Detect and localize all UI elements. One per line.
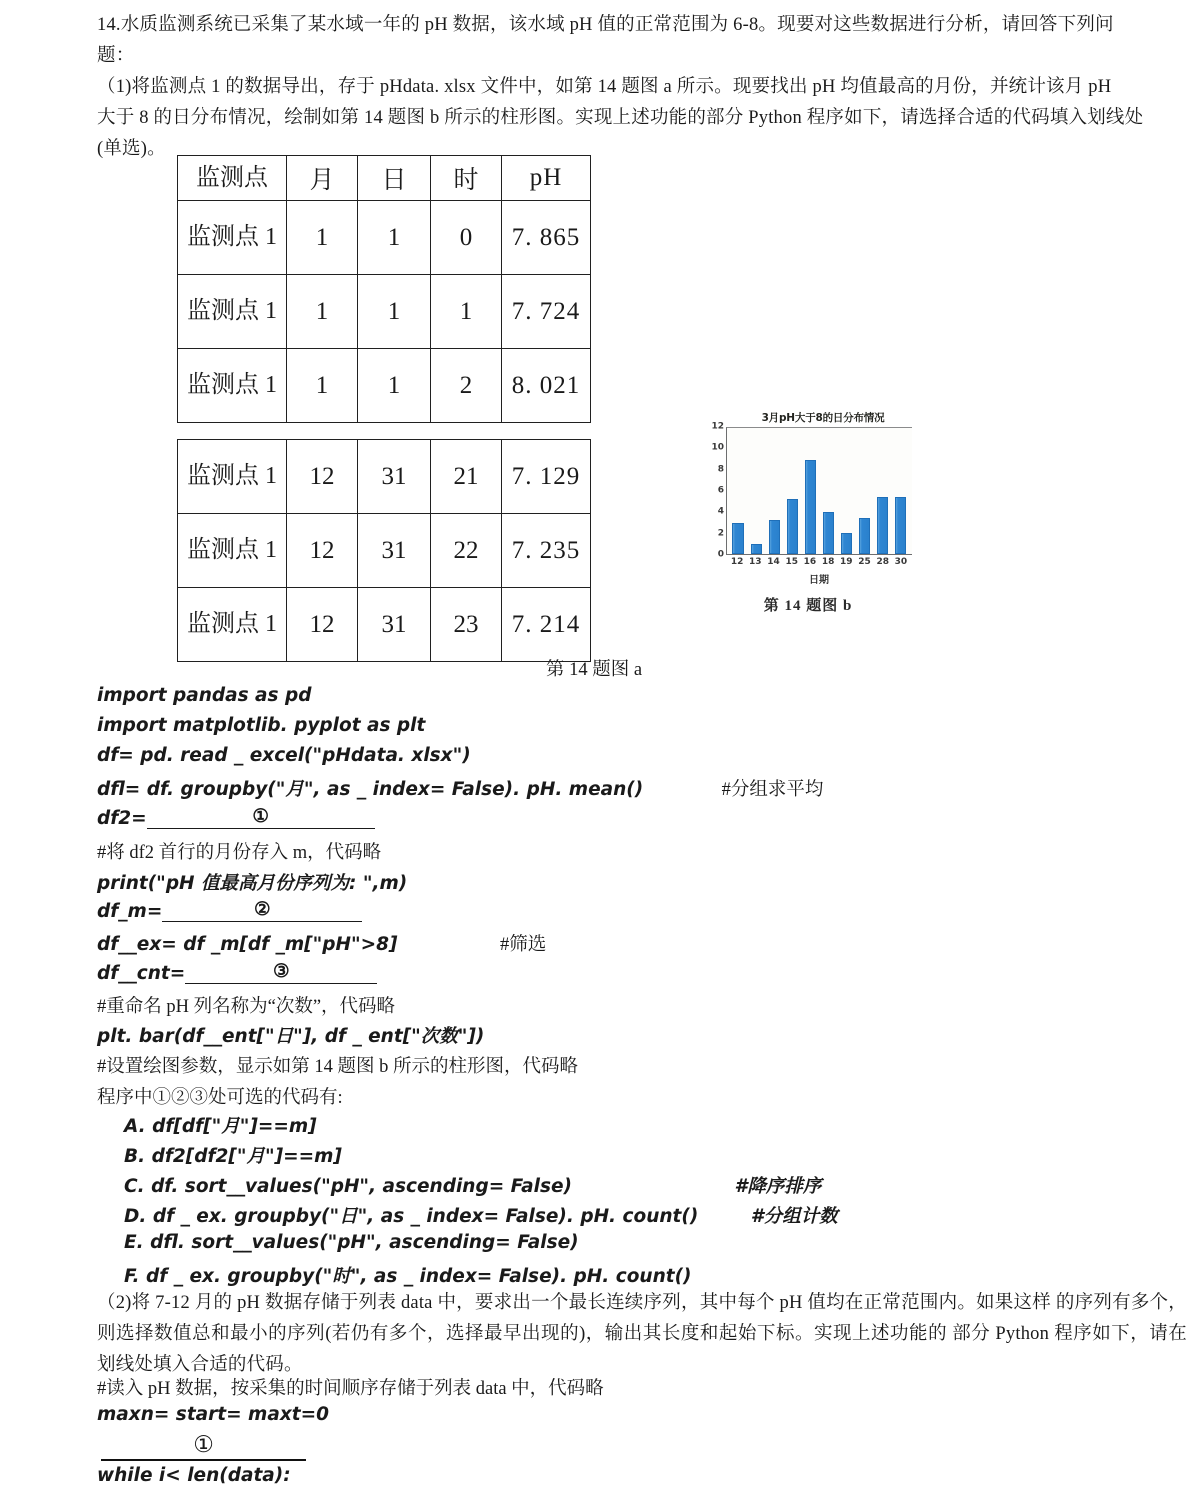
chart-bar bbox=[732, 523, 743, 555]
option-a-label: A. bbox=[124, 1116, 146, 1137]
code-line-dfcnt-blank bbox=[97, 961, 377, 984]
chart-x-tick: 18 bbox=[821, 557, 835, 567]
option-e[interactable] bbox=[124, 1232, 579, 1253]
chart-bar bbox=[769, 520, 780, 554]
code-line-dfm-blank bbox=[97, 899, 362, 922]
cell-day: 1 bbox=[358, 201, 431, 275]
chart-bar bbox=[877, 497, 888, 554]
table-row bbox=[178, 514, 591, 588]
chart-bar bbox=[859, 518, 870, 554]
cell-ph: 8. 021 bbox=[502, 349, 591, 423]
option-c-label: C. bbox=[124, 1176, 145, 1197]
option-a-text: df[df["月"]==m] bbox=[152, 1116, 317, 1137]
chart-title: 3月pH大于8的日分布情况 bbox=[761, 412, 885, 424]
option-c-comment: #降序排序 bbox=[734, 1176, 822, 1197]
sub1-line-2: 大于 8 的日分布情况，绘制如第 14 题图 b 所示的柱形图。实现上述功能的部分 Python 程序如下，请选择合适的代码填入划线处 bbox=[97, 108, 1144, 128]
code-text: df_m= bbox=[97, 901, 163, 922]
cell-hour: 21 bbox=[431, 440, 502, 514]
figure-a-table-wrapper bbox=[177, 155, 591, 662]
cell-month: 12 bbox=[287, 440, 358, 514]
y-tick-12: 12 bbox=[711, 421, 724, 432]
cell-month: 1 bbox=[287, 275, 358, 349]
code-line-import-pandas: import pandas as pd bbox=[97, 685, 312, 706]
table-header-row bbox=[178, 156, 591, 201]
chart-bar bbox=[823, 512, 834, 554]
option-a[interactable] bbox=[124, 1112, 317, 1138]
th-station: 监测点 bbox=[178, 156, 287, 201]
option-d-label: D. bbox=[124, 1206, 147, 1227]
chart-bars bbox=[727, 428, 912, 554]
chart-bar-slot bbox=[747, 428, 765, 554]
cell-hour: 1 bbox=[431, 275, 502, 349]
chart-x-axis-label: 日期 bbox=[809, 575, 829, 586]
chart-x-tick: 25 bbox=[858, 557, 871, 567]
figure-b-bar-chart bbox=[694, 408, 922, 623]
code-line-plt-bar: plt. bar(df__ent["日"], df _ ent["次数"]) bbox=[97, 1026, 485, 1047]
option-d-comment: #分组计数 bbox=[750, 1206, 838, 1227]
cell-hour: 2 bbox=[431, 349, 502, 423]
chart-bar-slot bbox=[874, 428, 892, 554]
option-b-text: df2[df2["月"]==m] bbox=[151, 1146, 342, 1167]
blank-2[interactable]: ② bbox=[162, 899, 362, 922]
table-row bbox=[178, 275, 591, 349]
chart-x-tick: 30 bbox=[894, 557, 908, 567]
chart-bar-slot bbox=[838, 428, 856, 554]
ph-data-table-top bbox=[177, 155, 591, 423]
cell-day: 1 bbox=[358, 275, 431, 349]
th-hour: 时 bbox=[431, 156, 502, 201]
y-tick-0: 0 bbox=[717, 549, 724, 560]
sub2-comment-read-data: #读入 pH 数据，按采集的时间顺序存储于列表 data 中，代码略 bbox=[97, 1379, 604, 1399]
sub2-code-init: maxn= start= maxt=0 bbox=[97, 1404, 329, 1425]
code-comment: #分组求平均 bbox=[721, 780, 824, 800]
cell-ph: 7. 865 bbox=[502, 201, 591, 275]
option-d[interactable] bbox=[124, 1202, 838, 1228]
option-c-text: df. sort__values("pH", ascending= False) bbox=[151, 1176, 573, 1197]
sub2-code-while: while i< len(data): bbox=[97, 1465, 291, 1486]
sub2-line-2: 的序列有多个，则选择数值总和最小的序列(若仍有多个，选择最早出现的)，输出其长度和起始下标。实现上述功能的 bbox=[97, 1293, 1187, 1344]
code-text: df__cnt= bbox=[97, 963, 186, 984]
cell-month: 1 bbox=[287, 201, 358, 275]
cell-month: 12 bbox=[287, 514, 358, 588]
chart-bar bbox=[895, 497, 906, 554]
code-comment: #筛选 bbox=[499, 935, 547, 955]
cell-station: 监测点 1 bbox=[178, 440, 287, 514]
cell-month: 12 bbox=[287, 588, 358, 662]
code-line-df2-blank bbox=[97, 806, 375, 829]
option-e-text: dfl. sort__values("pH", ascending= False) bbox=[150, 1232, 579, 1253]
y-tick-2: 2 bbox=[717, 528, 724, 539]
cell-day: 1 bbox=[358, 349, 431, 423]
y-tick-10: 10 bbox=[711, 442, 724, 453]
chart-bar bbox=[751, 544, 762, 555]
y-tick-4: 4 bbox=[717, 506, 724, 517]
code-line-filter bbox=[97, 930, 546, 956]
chart-bar bbox=[805, 460, 816, 555]
y-tick-8: 8 bbox=[717, 464, 724, 475]
table-row bbox=[178, 201, 591, 275]
chart-bar-slot bbox=[765, 428, 783, 554]
code-text: df__ex= df _m[df _m["pH">8] bbox=[97, 934, 398, 955]
blank-1[interactable]: ① bbox=[147, 806, 375, 829]
chart-x-tick: 14 bbox=[767, 557, 780, 567]
table-row bbox=[178, 588, 591, 662]
code-line-import-matplotlib: import matplotlib. pyplot as plt bbox=[97, 715, 426, 736]
question-stem bbox=[97, 10, 1187, 72]
stem-line-1: 14.水质监测系统已采集了某水域一年的 pH 数据，该水域 pH 值的正常范围为 6-8。现要对这些数据进行分析，请回答下列问 bbox=[97, 15, 1114, 35]
stem-line-2: 题： bbox=[97, 46, 135, 66]
blank-3[interactable]: ③ bbox=[185, 961, 377, 984]
chart-x-tick: 16 bbox=[803, 557, 817, 567]
cell-station: 监测点 1 bbox=[178, 514, 287, 588]
cell-ph: 7. 235 bbox=[502, 514, 591, 588]
chart-bar bbox=[787, 499, 798, 554]
option-e-label: E. bbox=[124, 1232, 144, 1253]
cell-day: 31 bbox=[358, 588, 431, 662]
code-line-print: print("pH 值最高月份序列为: ",m) bbox=[97, 873, 408, 894]
option-b-label: B. bbox=[124, 1146, 146, 1167]
option-f-label: F. bbox=[124, 1266, 140, 1287]
chart-bar bbox=[841, 533, 852, 554]
chart-y-axis bbox=[694, 421, 724, 560]
table-row bbox=[178, 440, 591, 514]
cell-hour: 22 bbox=[431, 514, 502, 588]
cell-day: 31 bbox=[358, 440, 431, 514]
cell-station: 监测点 1 bbox=[178, 201, 287, 275]
options-intro: 程序中①②③处可选的代码有: bbox=[97, 1088, 343, 1108]
chart-x-tick: 12 bbox=[730, 557, 744, 567]
cell-ph: 7. 129 bbox=[502, 440, 591, 514]
option-f-text: df _ ex. groupby("时", as _ index= False). pH. count() bbox=[146, 1266, 692, 1287]
chart-x-tick: 28 bbox=[876, 557, 889, 567]
sub-question-1 bbox=[97, 72, 1187, 165]
th-ph: pH bbox=[502, 156, 591, 201]
chart-bar-slot bbox=[801, 428, 819, 554]
code-text: df2= bbox=[97, 808, 147, 829]
chart-x-tick-labels bbox=[726, 557, 912, 571]
code-comment-store-month: #将 df2 首行的月份存入 m，代码略 bbox=[97, 843, 382, 863]
code-comment-rename: #重命名 pH 列名称为“次数”，代码略 bbox=[97, 997, 396, 1017]
code-text: dfl= df. groupby("月", as _ index= False). pH. mean() bbox=[97, 779, 644, 800]
chart-x-tick: 15 bbox=[785, 557, 798, 567]
option-c[interactable] bbox=[124, 1172, 821, 1198]
chart-bar-slot bbox=[729, 428, 747, 554]
figure-b-caption: 第 14 题图 b bbox=[763, 598, 853, 614]
chart-bar-slot bbox=[819, 428, 837, 554]
option-d-text: df _ ex. groupby("日", as _ index= False). pH. count() bbox=[152, 1206, 699, 1227]
cell-station: 监测点 1 bbox=[178, 588, 287, 662]
cell-station: 监测点 1 bbox=[178, 275, 287, 349]
sub-question-2 bbox=[97, 1288, 1187, 1381]
cell-hour: 23 bbox=[431, 588, 502, 662]
chart-plot-area bbox=[726, 427, 912, 555]
cell-ph: 7. 724 bbox=[502, 275, 591, 349]
figure-a-caption: 第 14 题图 a bbox=[546, 660, 643, 680]
th-day: 日 bbox=[358, 156, 431, 201]
sub2-line-1: （2)将 7-12 月的 pH 数据存储于列表 data 中，要求出一个最长连续序列，其中每个 pH 值均在正常范围内。如果这样 bbox=[97, 1293, 1051, 1313]
sub1-line-1: （1)将监测点 1 的数据导出，存于 pHdata. xlsx 文件中，如第 14 题图 a 所示。现要找出 pH 均值最高的月份，并统计该月 pH bbox=[97, 77, 1112, 97]
cell-ph: 7. 214 bbox=[502, 588, 591, 662]
ph-data-table-bottom bbox=[177, 439, 591, 662]
y-tick-6: 6 bbox=[717, 485, 724, 496]
code-comment-plot-params: #设置绘图参数，显示如第 14 题图 b 所示的柱形图，代码略 bbox=[97, 1057, 579, 1077]
cell-day: 31 bbox=[358, 514, 431, 588]
table-row bbox=[178, 349, 591, 423]
chart-bar-slot bbox=[892, 428, 910, 554]
th-month: 月 bbox=[287, 156, 358, 201]
chart-bar-slot bbox=[856, 428, 874, 554]
cell-station: 监测点 1 bbox=[178, 349, 287, 423]
chart-x-tick: 13 bbox=[749, 557, 762, 567]
table-ellipsis-gap bbox=[177, 423, 591, 439]
sub1-line-3: (单选)。 bbox=[97, 139, 166, 159]
cell-hour: 0 bbox=[431, 201, 502, 275]
chart-bar-slot bbox=[783, 428, 801, 554]
code-line-read-excel: df= pd. read _ excel("pHdata. xlsx") bbox=[97, 745, 471, 766]
sub2-line-3: 部分 Python 程序如下，请在划线处填入合适的代码。 bbox=[97, 1324, 1187, 1375]
option-b[interactable] bbox=[124, 1142, 342, 1168]
cell-month: 1 bbox=[287, 349, 358, 423]
chart-x-tick: 19 bbox=[840, 557, 853, 567]
code-line-groupby-mean bbox=[97, 775, 823, 801]
blank-sub2-1[interactable]: ① bbox=[101, 1432, 306, 1461]
option-f[interactable] bbox=[124, 1262, 692, 1288]
